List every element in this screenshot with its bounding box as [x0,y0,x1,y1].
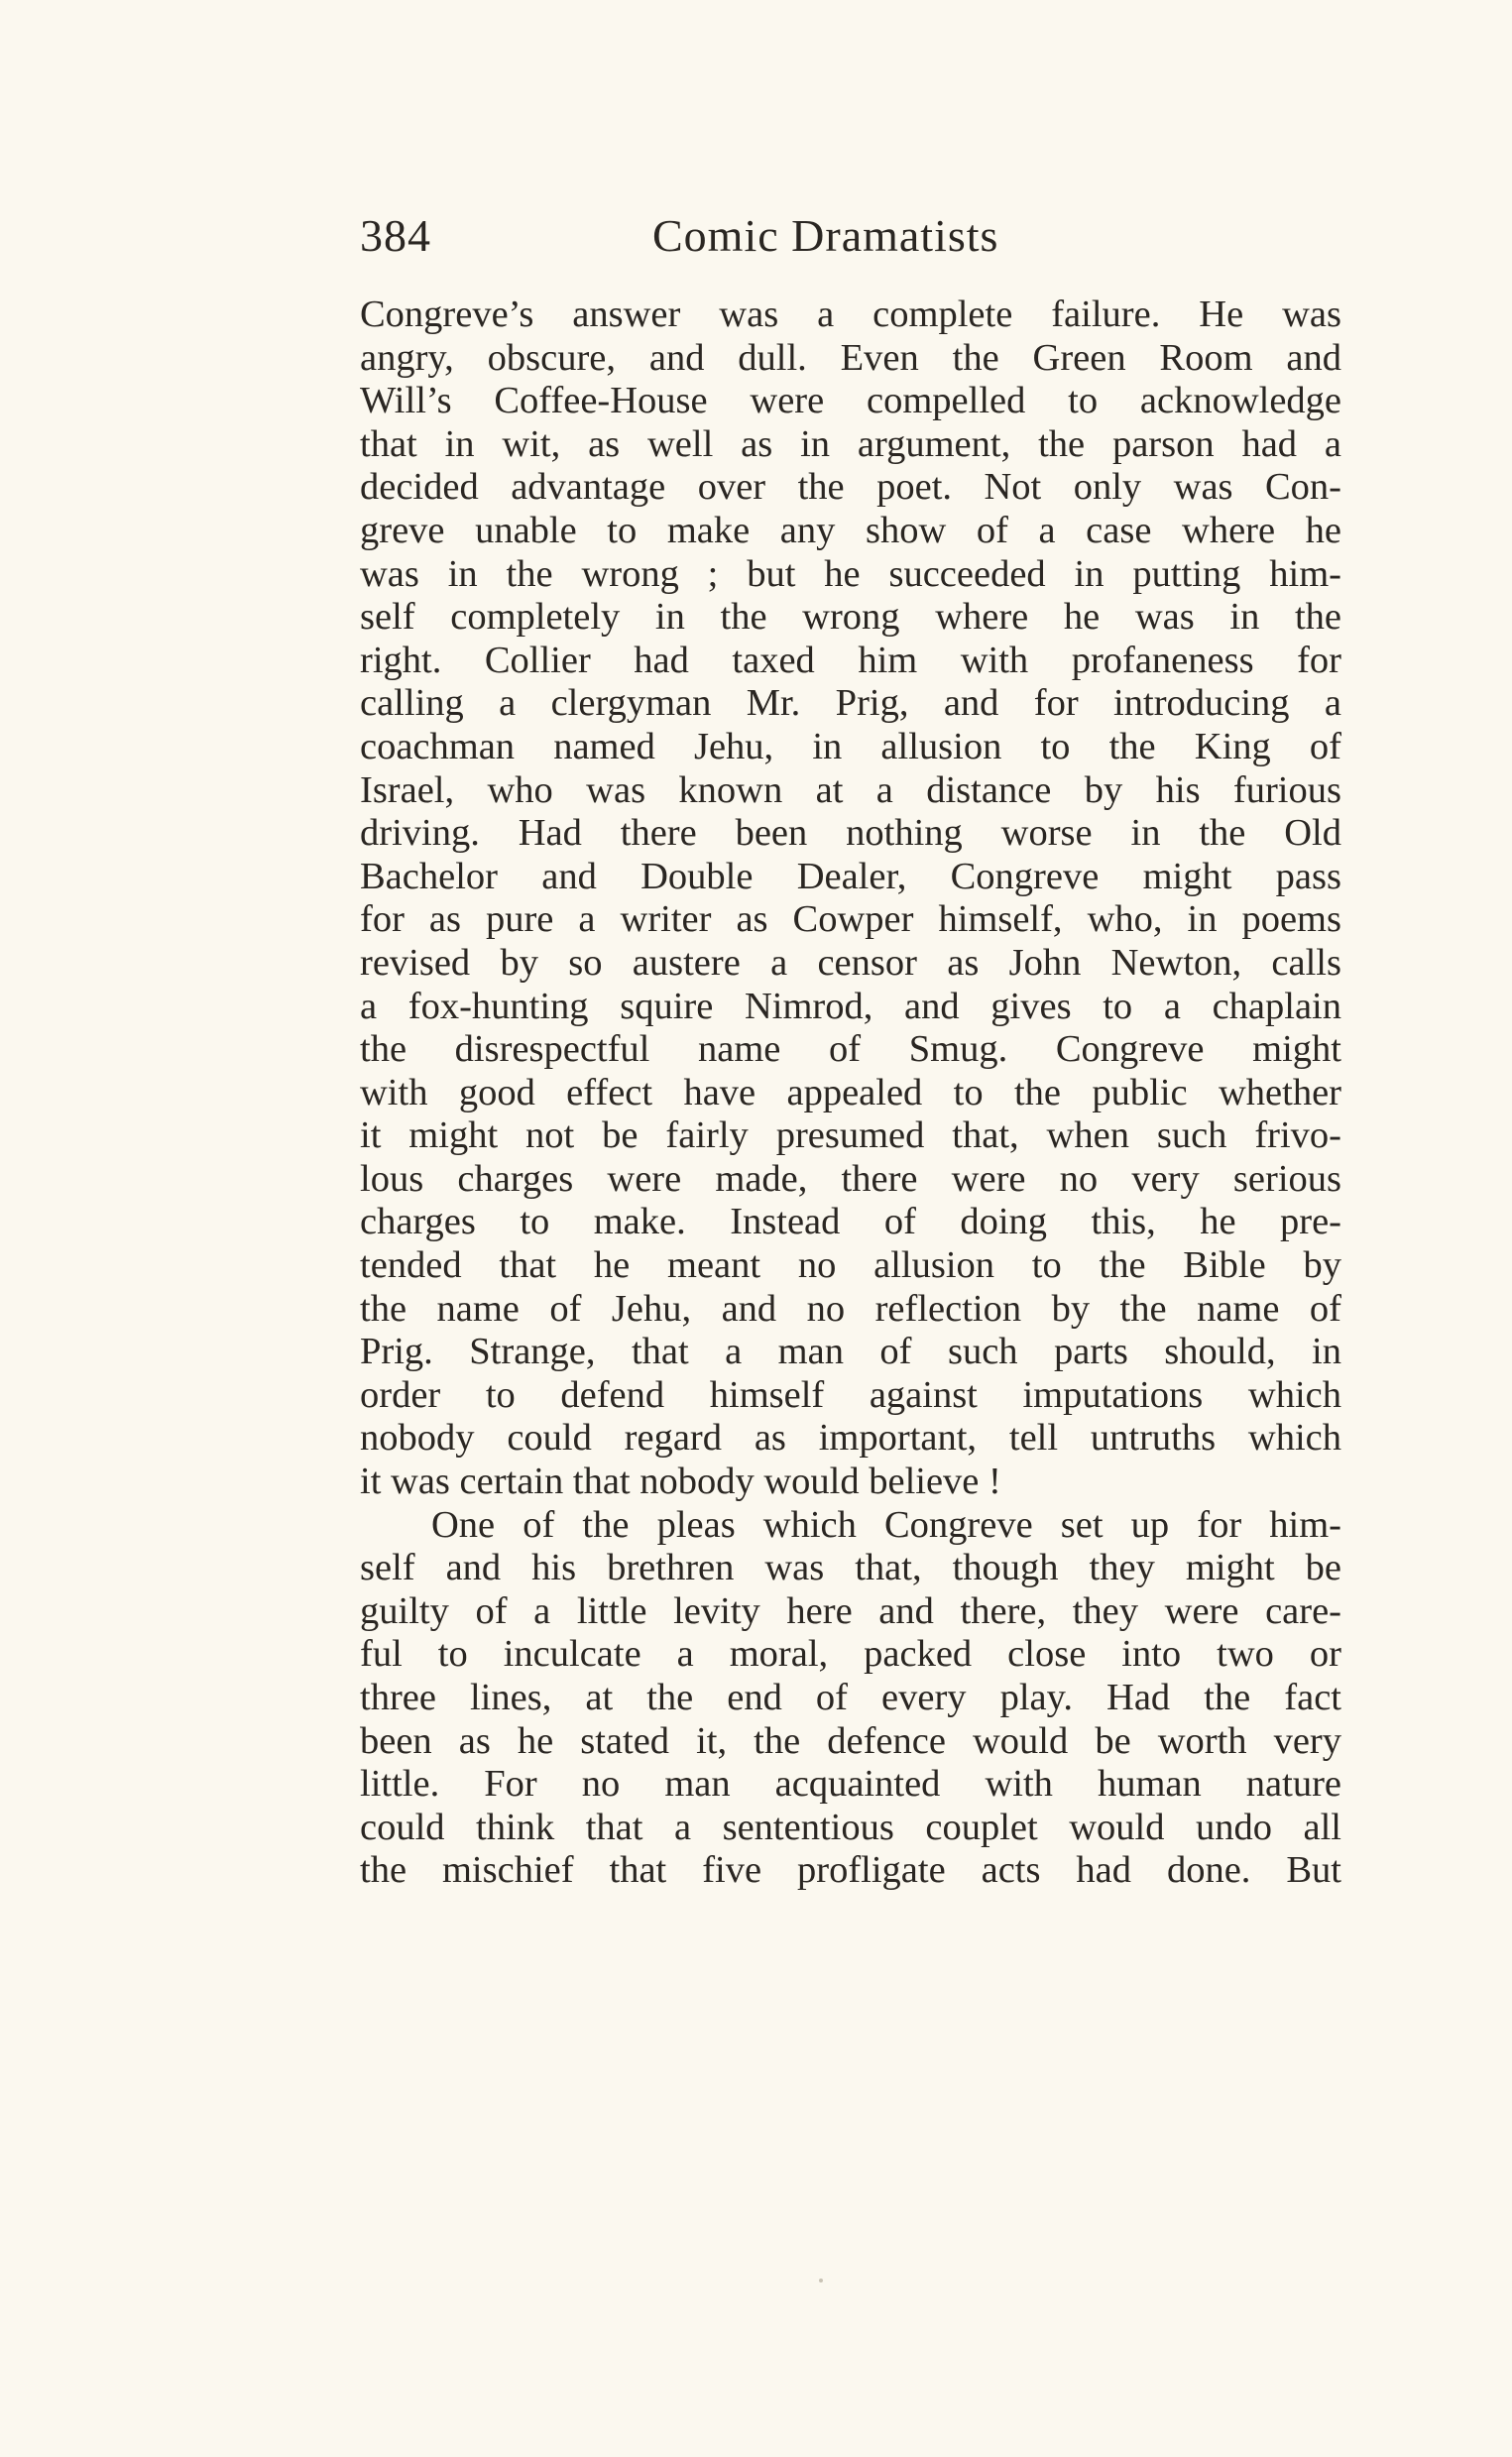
text-line: three lines, at the end of every play. Had the fact [360,1677,1341,1718]
text-line: it was certain that nobody would believe ! [360,1461,1001,1503]
text-line: tended that he meant no allusion to the Bible by [360,1244,1341,1287]
text-line: the disrespectful name of Smug. Congreve might [360,1028,1341,1071]
text-line: little. For no man acquainted with human nature [360,1763,1341,1806]
text-line: revised by so austere a censor as John Newton, calls [360,941,1341,984]
text-line: Prig. Strange, that a man of such parts should, in [360,1331,1341,1373]
text-line: with good effect have appealed to the public whether [360,1071,1341,1113]
text-line: Bachelor and Double Dealer, Congreve might pass [360,855,1341,897]
text-line: for as pure a writer as Cowper himself, who, in poems [360,898,1341,941]
text-line: coachman named Jehu, in allusion to the King of [360,725,1341,767]
text-line: driving. Had there been nothing worse in the Old [360,812,1341,855]
text-line: Israel, who was known at a distance by his furious [360,768,1341,811]
text-line: right. Collier had taxed him with profaneness for [360,639,1341,681]
text-line: calling a clergyman Mr. Prig, and for introducing a [360,682,1341,725]
running-title: Comic Dramatists [652,210,999,261]
text-line: Will’s Coffee-House were compelled to acknowledge [360,380,1341,422]
text-line: the mischief that five profligate acts had done. But [360,1849,1341,1892]
paper-speck [819,2279,823,2282]
text-line: order to defend himself against imputations which [360,1373,1341,1416]
text-line: self completely in the wrong where he was in the [360,596,1341,639]
text-line: the name of Jehu, and no reflection by the name of [360,1287,1341,1330]
body-text [360,293,1341,1893]
text-line: was in the wrong ; but he succeeded in putting him- [360,552,1341,595]
text-line: One of the pleas which Congreve set up for him- [431,1503,1341,1546]
text-line: lous charges were made, there were no very serious [360,1157,1341,1200]
text-line: ful to inculcate a moral, packed close into two or [360,1633,1341,1676]
text-line: decided advantage over the poet. Not only was Con- [360,466,1341,509]
text-line: a fox-hunting squire Nimrod, and gives to a chaplain [360,985,1341,1027]
text-line: greve unable to make any show of a case where he [360,509,1341,551]
text-line: self and his brethren was that, though they might be [360,1547,1341,1589]
text-line: it might not be fairly presumed that, when such frivo- [360,1114,1341,1157]
text-line: charges to make. Instead of doing this, he pre- [360,1201,1341,1243]
text-line: guilty of a little levity here and there, they were care- [360,1589,1341,1632]
text-line: Congreve’s answer was a complete failure. He was [360,293,1341,335]
text-line: angry, obscure, and dull. Even the Green Room and [360,336,1341,379]
page-header [360,206,1341,266]
text-line: that in wit, as well as in argument, the parson had a [360,422,1341,465]
page-number: 384 [360,210,431,261]
paragraph [360,1504,1341,1893]
text-line: could think that a sententious couplet would undo all [360,1806,1341,1848]
paragraph [360,293,1341,1504]
text-line: been as he stated it, the defence would be worth very [360,1719,1341,1762]
text-line: nobody could regard as important, tell untruths which [360,1417,1341,1460]
